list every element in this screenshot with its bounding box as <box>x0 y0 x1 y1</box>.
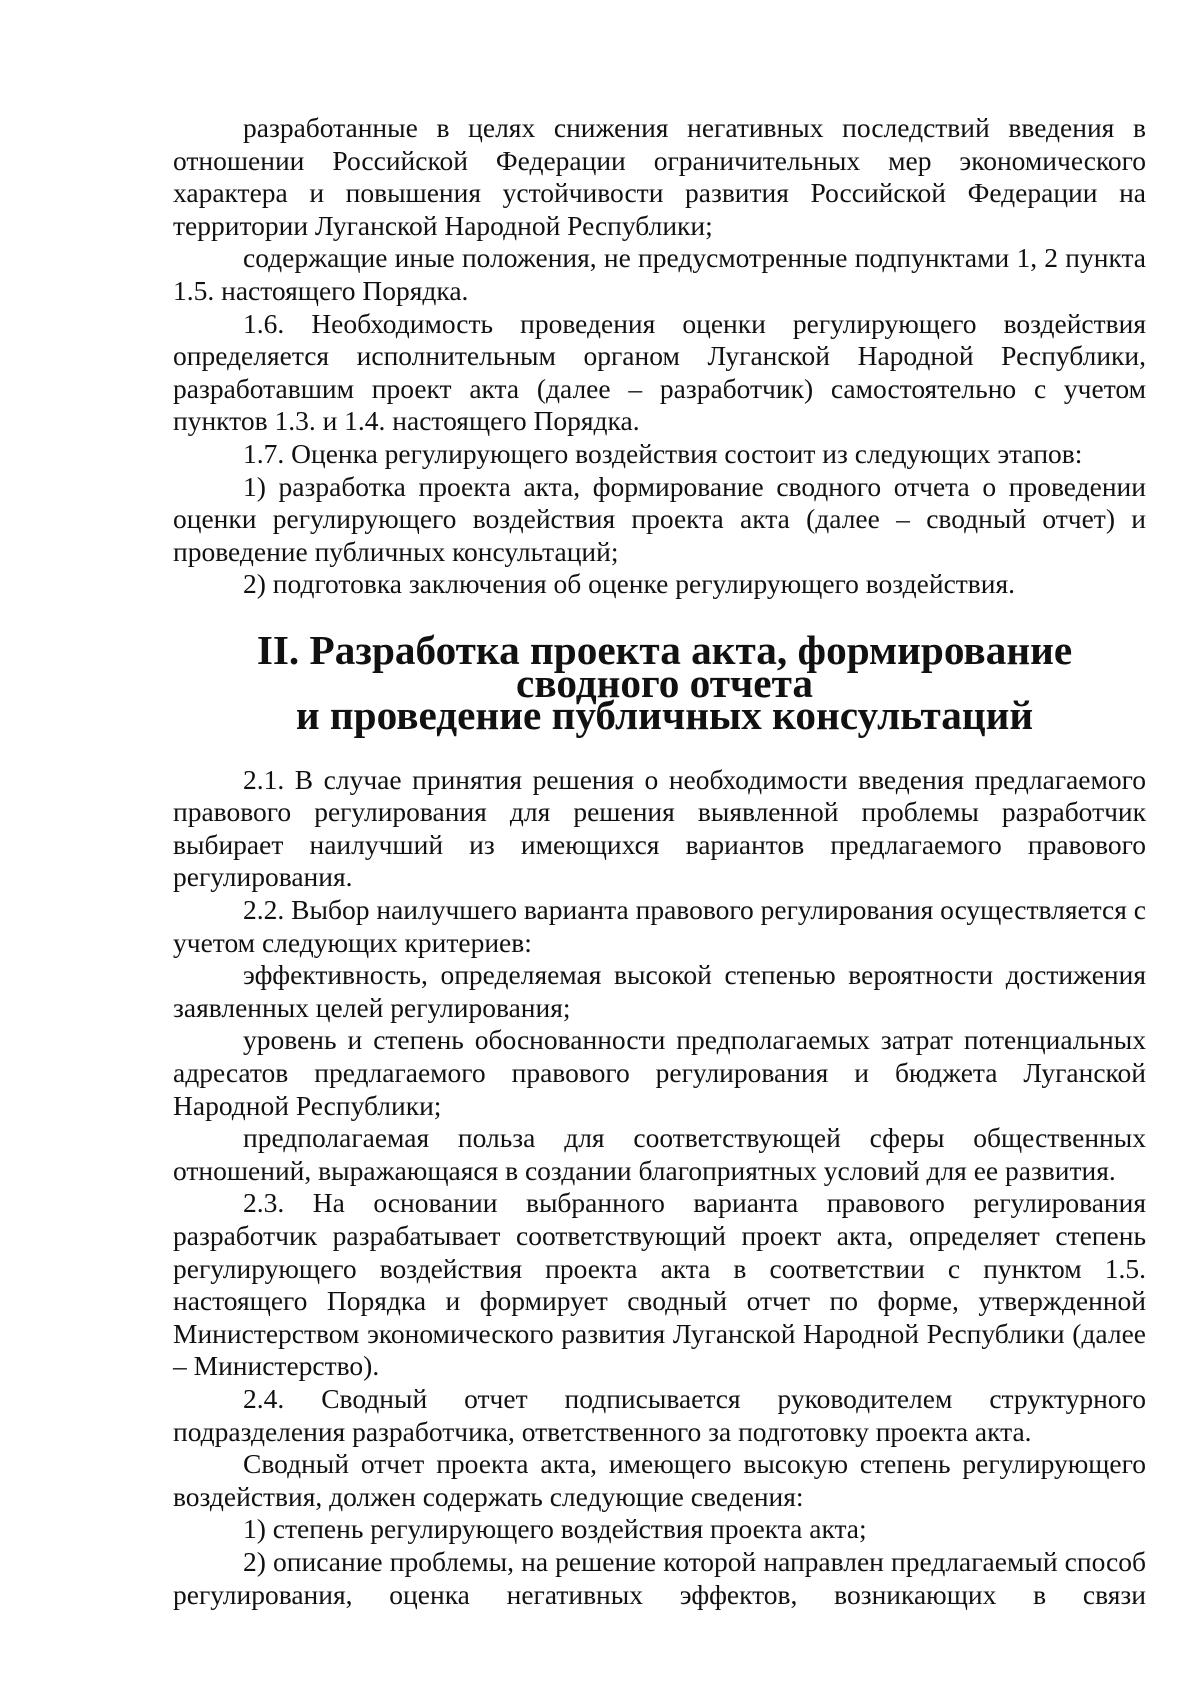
section-heading-line-1: II. Разработка проекта акта, формирование сводного отчета <box>256 626 1073 706</box>
paragraph-stage-2: 2) подготовка заключения об оценке регулирующего воздействия. <box>243 568 1016 600</box>
paragraph-2-1: 2.1. В случае принятия решения о необходимости введения предлагаемого правового регулирования для решения выявленной проблемы разработчик выбирает наилучший из имеющихся вариантов предлагаемого правового регулирования. <box>173 763 1146 893</box>
paragraph-item-1-5-other: содержащие иные положения, не предусмотренные подпунктами 1, 2 пункта 1.5. настоящего Порядка. <box>173 242 1146 306</box>
paragraph-stage-1: 1) разработка проекта акта, формирование сводного отчета о проведении оценки регулирующего воздействия проекта акта (далее – сводный отчет) и проведение публичных консультаций; <box>173 470 1146 567</box>
paragraph-info-1: 1) степень регулирующего воздействия проекта акта; <box>243 1513 867 1545</box>
section-heading-line-2: и проведение публичных консультаций <box>295 692 1034 739</box>
paragraph-1-6: 1.6. Необходимость проведения оценки регулирующего воздействия определяется исполнительным органом Луганской Народной Республики, разработавшим проект акта (далее – разработчик) самостоятельно с учетом пунктов 1.3. и 1.4. настоящего Порядка. <box>173 307 1146 437</box>
section-heading <box>173 626 1146 739</box>
document-page <box>173 112 1146 1611</box>
paragraph-summary-report: Сводный отчет проекта акта, имеющего высокую степень регулирующего воздействия, должен содержать следующие сведения: <box>173 1448 1146 1512</box>
paragraph-2-3: 2.3. На основании выбранного варианта правового регулирования разработчик разрабатывает соответствующий проект акта, определяет степень регулирующего воздействия проекта акта в соответствии с пунктом 1.5. настоящего Порядка и формирует сводный отчет по форме, утвержденной Министерством экономического развития Луганской Народной Республики (далее – Министерство). <box>173 1187 1146 1382</box>
paragraph-1-7: 1.7. Оценка регулирующего воздействия состоит из следующих этапов: <box>243 437 1083 469</box>
paragraph-criterion-costs: уровень и степень обоснованности предполагаемых затрат потенциальных адресатов предлагаемого правового регулирования и бюджета Луганской Народной Республики; <box>173 1024 1146 1121</box>
paragraph-criterion-benefit: предполагаемая польза для соответствующей сферы общественных отношений, выражающаяся в создании благоприятных условий для ее развития. <box>173 1122 1146 1186</box>
paragraph-item-1-5-continued: разработанные в целях снижения негативных последствий введения в отношении Российской Федерации ограничительных мер экономического характера и повышения устойчивости развития Российской Федерации на территории Луганской Народной Республики; <box>173 112 1146 241</box>
paragraph-info-2: 2) описание проблемы, на решение которой направлен предлагаемый способ регулирования, оценка негативных эффектов, возникающих в связи <box>173 1545 1146 1610</box>
paragraph-criterion-efficiency: эффективность, определяемая высокой степенью вероятности достижения заявленных целей регулирования; <box>173 959 1146 1023</box>
paragraph-2-2: 2.2. Выбор наилучшего варианта правового регулирования осуществляется с учетом следующих критериев: <box>173 894 1146 958</box>
paragraph-2-4: 2.4. Сводный отчет подписывается руководителем структурного подразделения разработчика, ответственного за подготовку проекта акта. <box>173 1382 1146 1447</box>
